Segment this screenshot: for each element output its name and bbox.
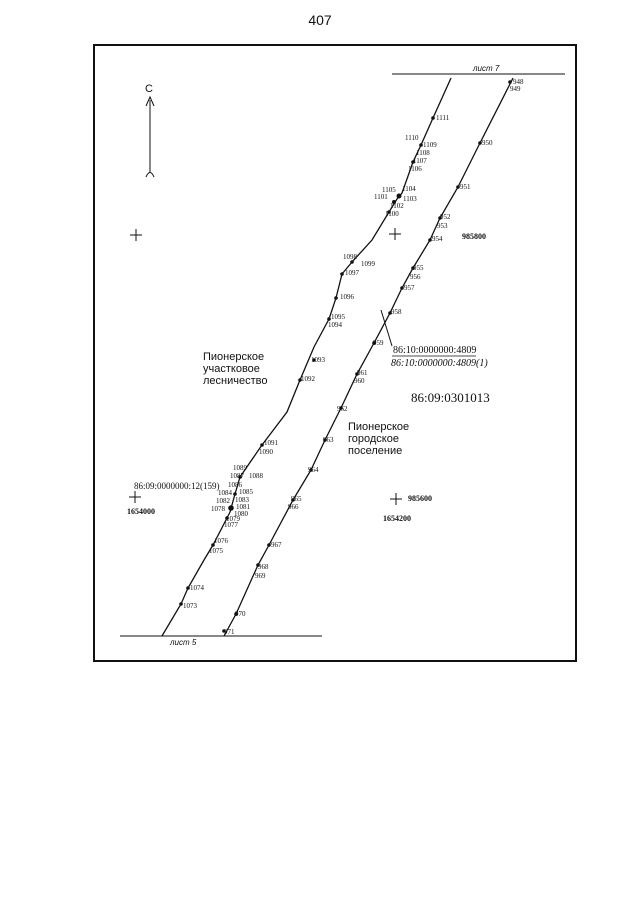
point-label: 959 <box>373 339 384 347</box>
point-label: 1085 <box>239 488 253 496</box>
page-number: 407 <box>308 12 332 28</box>
point-label: 1111 <box>436 114 450 122</box>
forestry-region-label: Пионерское участковое лесничество <box>203 351 268 388</box>
point-label: 957 <box>404 284 415 292</box>
point-label: 1088 <box>249 472 263 480</box>
point-label: 1078 <box>211 505 225 513</box>
point-label: 1106 <box>408 165 422 173</box>
point-label: 1089 <box>233 464 247 472</box>
point-label: 1079 <box>226 515 240 523</box>
point-label: 970 <box>235 610 246 618</box>
point-label: 953 <box>437 222 448 230</box>
point-label: 1100 <box>385 210 399 218</box>
point-label: 958 <box>391 308 402 316</box>
point-label: 1081 <box>236 503 250 511</box>
point-label: 968 <box>258 563 269 571</box>
point-label: 961 <box>357 369 368 377</box>
point-label: 1096 <box>340 293 354 301</box>
point-label: 1093 <box>311 356 325 364</box>
point-label: 1103 <box>403 195 417 203</box>
point-label: 1076 <box>214 537 228 545</box>
point-label: 954 <box>432 235 443 243</box>
point-label: 956 <box>410 273 421 281</box>
point-label: 1107 <box>413 157 427 165</box>
point-label: 1095 <box>331 313 345 321</box>
north-arrow-icon <box>146 97 154 177</box>
point-label: 949 <box>510 85 521 93</box>
coord-y-top: 985800 <box>462 232 486 241</box>
point-label: 1098 <box>343 253 357 261</box>
point-label: 955 <box>413 264 424 272</box>
point-label: 952 <box>440 213 451 221</box>
point-label: 1073 <box>183 602 197 610</box>
point-label: 1084 <box>218 489 232 497</box>
point-label: 964 <box>308 466 319 474</box>
point-label: 1105 <box>382 186 396 194</box>
point-label: 1074 <box>190 584 204 592</box>
point-label: 1109 <box>423 141 437 149</box>
point-label: 960 <box>354 377 365 385</box>
coord-x-left: 1654000 <box>127 507 155 516</box>
settlement-region-label: Пионерское городское поселение <box>348 421 410 458</box>
point-label: 1077 <box>224 521 238 529</box>
coord-y-mid: 985600 <box>408 494 432 503</box>
point-label: 1082 <box>216 497 230 505</box>
point-label: 1094 <box>328 321 342 329</box>
point-label: 1092 <box>301 375 315 383</box>
point-label: 962 <box>337 405 348 413</box>
quarter-label: 86:09:0301013 <box>411 390 490 405</box>
parcel-sub-label: 86:10:0000000:4809(1) <box>391 358 488 369</box>
point-label: 1110 <box>405 134 419 142</box>
point-label: 1075 <box>209 547 223 555</box>
point-label: 1108 <box>416 149 430 157</box>
point-label: 967 <box>271 541 282 549</box>
point-label: 1090 <box>259 448 273 456</box>
sheet-bottom-label: лист 5 <box>170 638 197 647</box>
point-label: 1086 <box>228 481 242 489</box>
point-label: 1104 <box>402 185 416 193</box>
point-label: 966 <box>288 503 299 511</box>
point-label: 951 <box>460 183 471 191</box>
point-label: 1101 <box>374 193 388 201</box>
point-label: 963 <box>323 436 334 444</box>
point-label: 1097 <box>345 269 359 277</box>
point-label: 1099 <box>361 260 375 268</box>
sheet-top-label: лист 7 <box>473 64 500 73</box>
point-label: 948 <box>513 78 524 86</box>
point-label: 1083 <box>235 496 249 504</box>
point-label: 950 <box>482 139 493 147</box>
point-label: 969 <box>255 572 266 580</box>
point-label: 1102 <box>390 202 404 210</box>
point-label: 1080 <box>234 510 248 518</box>
point-label: 965 <box>291 495 302 503</box>
parcel-main-label: 86:10:0000000:4809 <box>393 345 477 356</box>
point-label: 971 <box>224 628 235 636</box>
parcel-left-label: 86:09:0000000:12(159) <box>134 481 220 491</box>
point-label: 1087 <box>230 472 244 480</box>
coord-x-right: 1654200 <box>383 514 411 523</box>
north-label: С <box>145 83 153 95</box>
point-label: 1091 <box>264 439 278 447</box>
